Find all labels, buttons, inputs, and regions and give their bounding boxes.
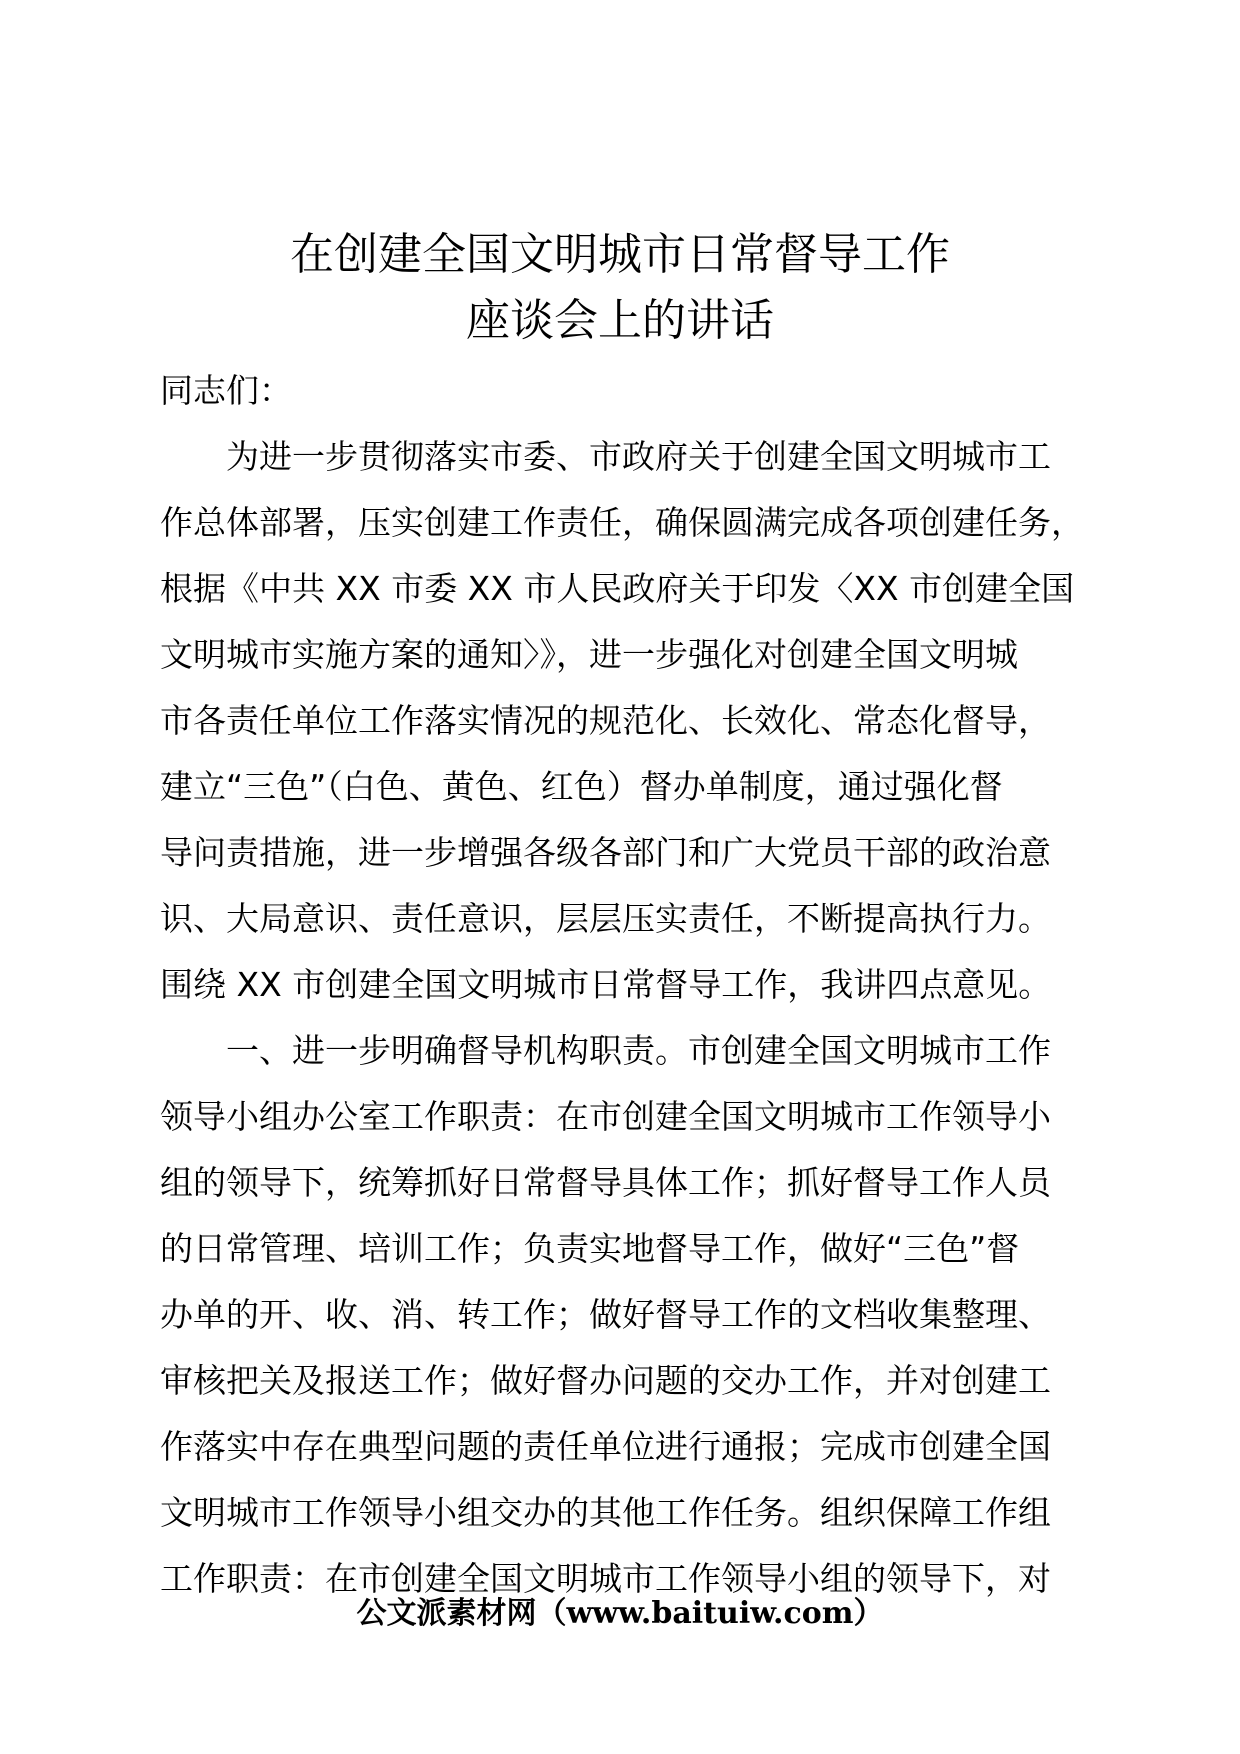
paragraph-1-line: 围绕 XX 市创建全国文明城市日常督导工作，我讲四点意见。 [160,965,1052,1004]
paragraph-1-line: 导问责措施，进一步增强各级各部门和广大党员干部的政治意 [160,833,1051,872]
paragraph-1-line: 文明城市实施方案的通知〉》，进一步强化对创建全国文明城 [160,635,1018,674]
paragraph-2-line: 作落实中存在典型问题的责任单位进行通报；完成市创建全国 [160,1427,1051,1466]
title-line-1: 在创建全国文明城市日常督导工作 [290,229,950,280]
paragraph-1-line: 识、大局意识、责任意识，层层压实责任，不断提高执行力。 [160,899,1051,938]
paragraph-2-line: 的日常管理、培训工作；负责实地督导工作，做好“三色”督 [160,1229,1020,1268]
paragraph-2-line: 办单的开、收、消、转工作；做好督导工作的文档收集整理、 [160,1295,1051,1334]
document-title [0,222,1240,354]
footer-source: 公文派素材网（www.baituiw.com） [356,1596,884,1631]
paragraph-2-line: 审核把关及报送工作；做好督办问题的交办工作，并对创建工 [160,1361,1051,1400]
paragraph-1-line: 建立“三色”（白色、黄色、红色）督办单制度，通过强化督 [160,767,1003,806]
paragraph-1-line: 作总体部署，压实创建工作责任，确保圆满完成各项创建任务， [160,503,1084,542]
document-body [160,358,1090,1612]
paragraph-2-line: 文明城市工作领导小组交办的其他工作任务。组织保障工作组 [160,1493,1051,1532]
paragraph-2-line: 工作职责：在市创建全国文明城市工作领导小组的领导下，对 [160,1559,1051,1598]
paragraph-2-line: 领导小组办公室工作职责：在市创建全国文明城市工作领导小 [160,1097,1051,1136]
title-line-2: 座谈会上的讲话 [466,295,774,346]
paragraph-1-line: 为进一步贯彻落实市委、市政府关于创建全国文明城市工 [226,437,1051,476]
paragraph-2-line: 一、进一步明确督导机构职责。市创建全国文明城市工作 [226,1031,1051,1070]
salutation: 同志们： [160,371,292,410]
paragraph-2-line: 组的领导下，统筹抓好日常督导具体工作；抓好督导工作人员 [160,1163,1051,1202]
paragraph-1-line: 根据《中共 XX 市委 XX 市人民政府关于印发〈XX 市创建全国 [160,569,1075,608]
paragraph-1-line: 市各责任单位工作落实情况的规范化、长效化、常态化督导， [160,701,1051,740]
